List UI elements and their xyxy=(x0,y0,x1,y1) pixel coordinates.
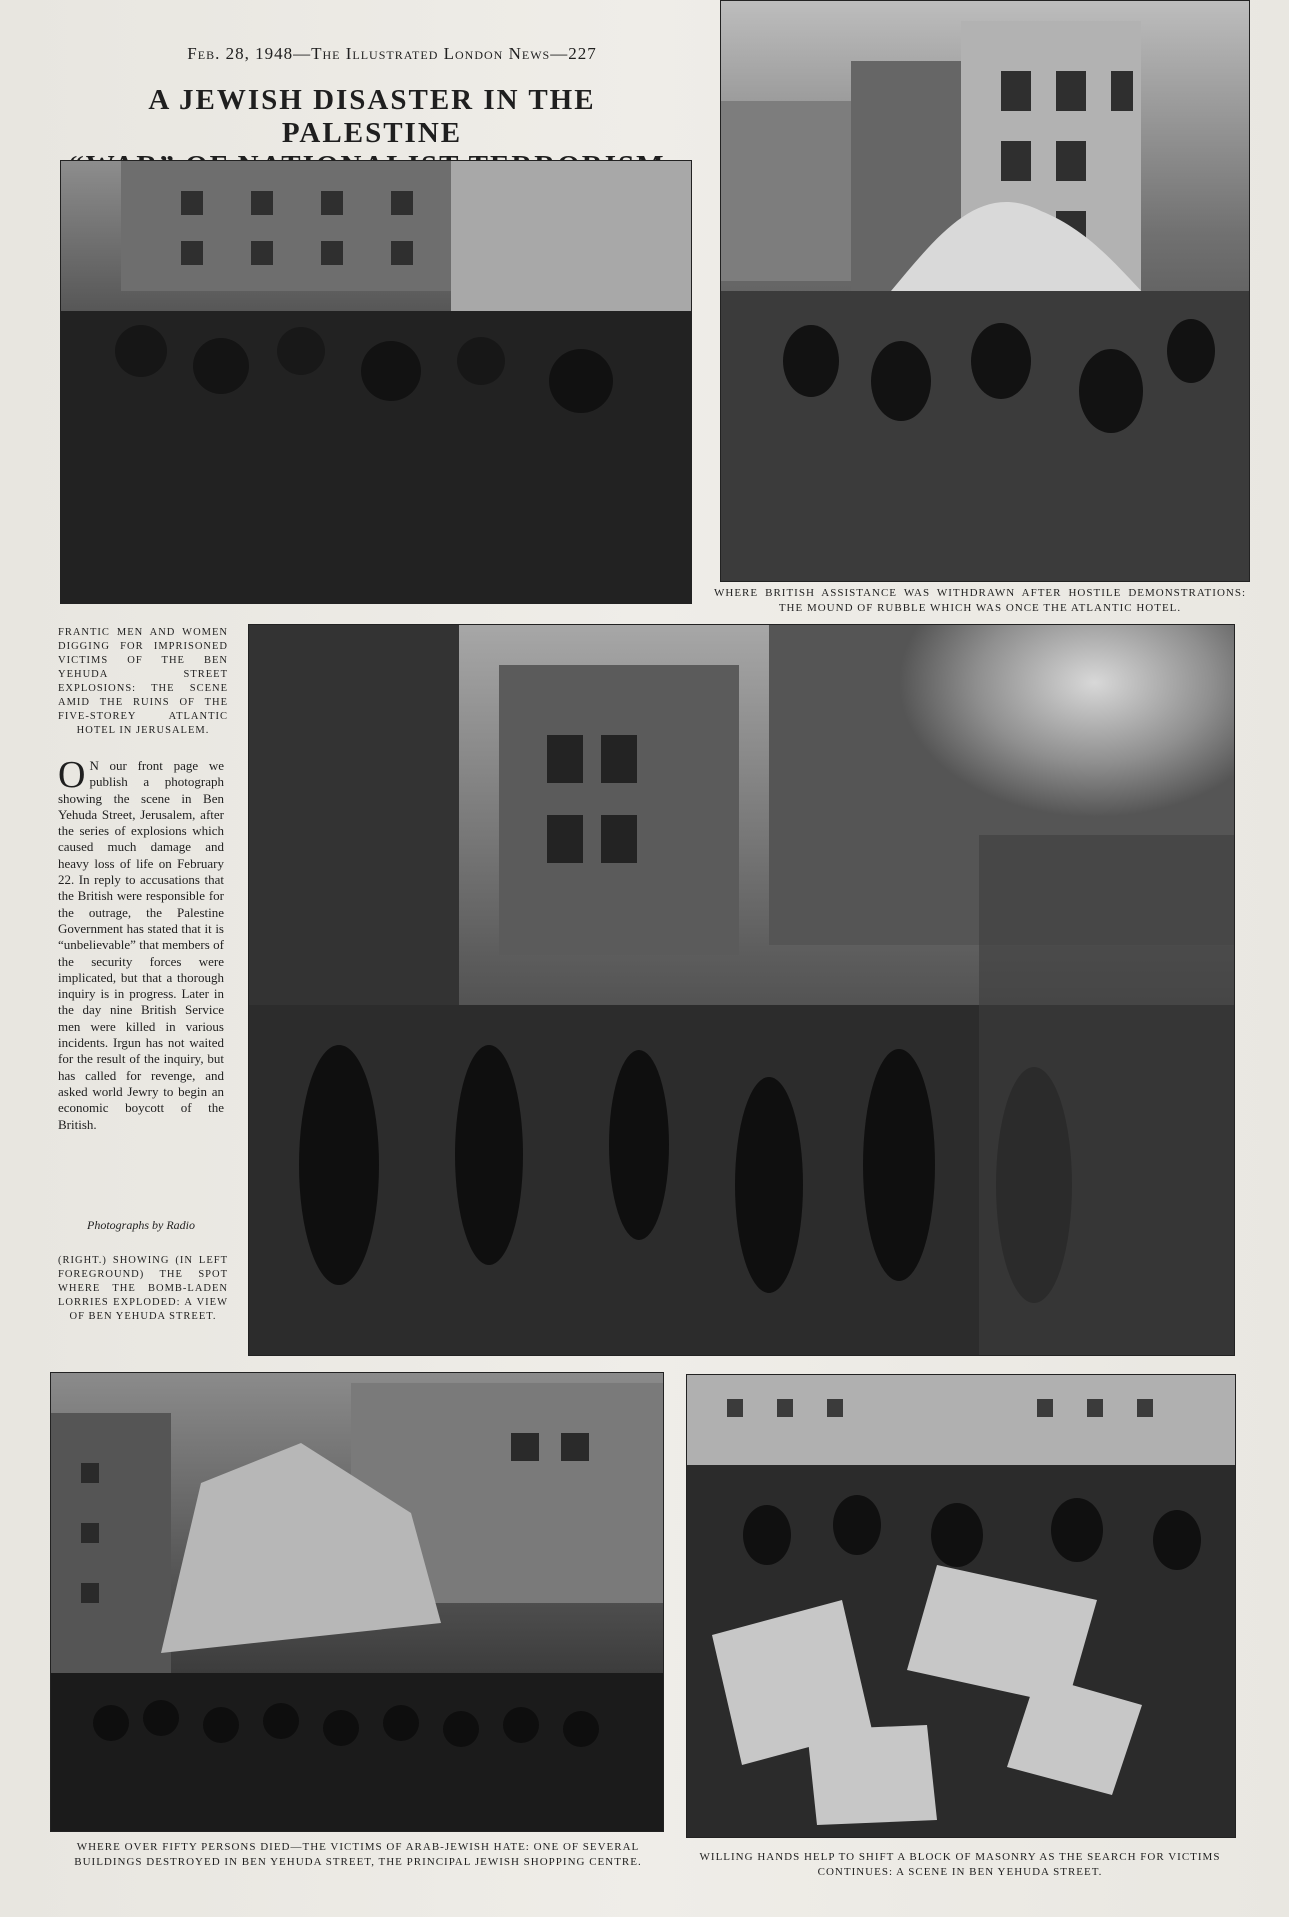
photo-credit: Photographs by Radio xyxy=(87,1218,195,1232)
photo-bottom-right xyxy=(686,1374,1236,1838)
caption-bottom-right: WILLING HANDS HELP TO SHIFT A BLOCK OF MASONRY AS THE SEARCH FOR VICTIMS CONTINUES: A SCENE IN BEN YEHUDA STREET. xyxy=(699,1851,1221,1878)
caption-bottom-left: WHERE OVER FIFTY PERSONS DIED—THE VICTIMS OF ARAB-JEWISH HATE: ONE OF SEVERAL BUILDINGS DESTROYED IN BEN YEHUDA STREET, THE PRINCIPAL JEWISH SHOPPING CENTRE. xyxy=(74,1841,642,1868)
article-text xyxy=(58,754,224,1133)
caption-left-bottom: (RIGHT.) SHOWING (IN LEFT FOREGROUND) THE SPOT WHERE THE BOMB-LADEN LORRIES EXPLODED: A VIEW OF BEN YEHUDA STREET. xyxy=(58,1255,228,1322)
headline-line-1: A JEWISH DISASTER IN THE PALESTINE xyxy=(148,84,596,149)
photo-top-left xyxy=(60,160,692,604)
caption-left-top: FRANTIC MEN AND WOMEN DIGGING FOR IMPRISONED VICTIMS OF THE BEN YEHUDA STREET EXPLOSIONS: THE SCENE AMID THE RUINS OF THE FIVE-STOREY ATLANTIC HOTEL IN JERUSALEM. xyxy=(58,627,228,736)
photo-top-right xyxy=(720,0,1250,582)
drop-cap-letter: O xyxy=(58,754,86,796)
article-body: N our front page we publish a photograph showing the scene in Ben Yehuda Street, Jerusalem, after the series of explosions which caused much damage and heavy loss of life on February 22. In reply to accusations that the British were responsible for the outrage, the Palestine Government has stated that it is “unbelievable” that members of the security forces were implicated, but that a thorough inquiry is in progress. Later in the day nine British Service men were killed in various incidents. Irgun has not waited for the result of the inquiry, but has called for revenge, and asked world Jewry to begin an economic boycott of the British. xyxy=(58,758,224,1132)
issue-header: Feb. 28, 1948—The Illustrated London News—227 xyxy=(187,44,597,63)
photo-bottom-left xyxy=(50,1372,664,1832)
photo-center-main xyxy=(248,624,1235,1356)
caption-top-right: WHERE BRITISH ASSISTANCE WAS WITHDRAWN AFTER HOSTILE DEMONSTRATIONS: THE MOUND OF RUBBLE WHICH WAS ONCE THE ATLANTIC HOTEL. xyxy=(714,587,1246,614)
